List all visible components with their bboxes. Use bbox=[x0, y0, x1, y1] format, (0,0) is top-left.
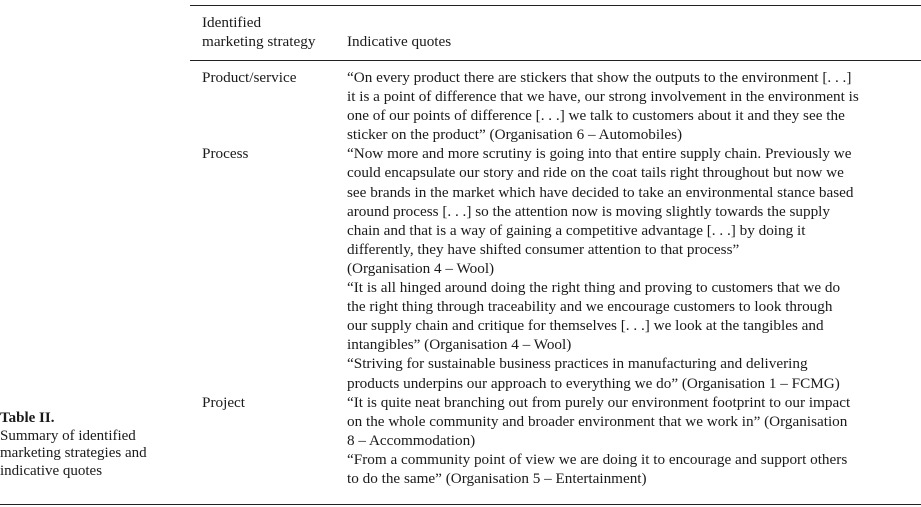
quotes-cell bbox=[347, 68, 921, 144]
quote-line: 8 – Accommodation) bbox=[347, 431, 476, 449]
quote-line: our supply chain and critique for themselves [. . .] we look at the tangibles and bbox=[347, 317, 824, 335]
header-col1-line: marketing strategy bbox=[202, 33, 316, 50]
header-identified-marketing-strategy bbox=[202, 13, 342, 51]
table-row bbox=[202, 393, 921, 488]
quote-line: “From a community point of view we are doing it to encourage and support others bbox=[347, 450, 848, 468]
quote-line: differently, they have shifted consumer attention to that process” bbox=[347, 240, 740, 258]
header-col1-line: Identified bbox=[202, 14, 262, 31]
table-row bbox=[202, 144, 921, 392]
quote bbox=[347, 278, 921, 354]
strategy-cell: Process bbox=[202, 145, 249, 163]
quote-line: “It is all hinged around doing the right thing and proving to customers that we do bbox=[347, 279, 841, 297]
table-caption-line: indicative quotes bbox=[0, 462, 103, 479]
quote-line: “Now more and more scrutiny is going into that entire supply chain. Previously we bbox=[347, 145, 852, 163]
table-caption-line: Summary of identified bbox=[0, 427, 136, 444]
table-bottom-rule bbox=[0, 504, 921, 505]
quote bbox=[347, 144, 921, 278]
quote-line: sticker on the product” (Organisation 6 – Automobiles) bbox=[347, 126, 683, 144]
quote bbox=[347, 393, 921, 450]
quote-line: “Striving for sustainable business practices in manufacturing and delivering bbox=[347, 355, 808, 373]
quote-line: to do the same” (Organisation 5 – Entertainment) bbox=[347, 469, 647, 487]
table-header-rule bbox=[190, 60, 921, 61]
quote-line: intangibles” (Organisation 4 – Wool) bbox=[347, 336, 572, 354]
strategy-cell: Project bbox=[202, 393, 246, 411]
table-row bbox=[202, 68, 921, 144]
quote-line: around process [. . .] so the attention now is moving slightly towards the supply bbox=[347, 202, 830, 220]
quote-line: it is a point of difference that we have, our strong involvement in the environment is bbox=[347, 88, 859, 106]
quote-line: on the whole community and broader environment that we work in” (Organisation bbox=[347, 412, 848, 430]
table-caption-title: Table II. bbox=[0, 410, 55, 426]
strategy-cell: Product/service bbox=[202, 69, 297, 86]
quote-line: could encapsulate our story and ride on the coat tails right throughout but now we bbox=[347, 164, 844, 182]
quote bbox=[347, 68, 921, 144]
quote-line: the right thing through traceability and we encourage customers to look through bbox=[347, 298, 833, 316]
quote-line: products underpins our approach to everything we do” (Organisation 1 – FCMG) bbox=[347, 374, 840, 392]
quote-line: one of our points of difference [. . .] we talk to customers about it and they see the bbox=[347, 107, 845, 125]
quote bbox=[347, 450, 921, 488]
quotes-cell bbox=[347, 393, 921, 488]
table-top-rule bbox=[190, 5, 921, 6]
quote-line: “It is quite neat branching out from purely our environment footprint to our impact bbox=[347, 393, 851, 411]
quote-line: chain and that is a way of gaining a competitive advantage [. . .] by doing it bbox=[347, 221, 806, 239]
quote bbox=[347, 354, 921, 392]
table-caption bbox=[0, 410, 190, 480]
table-body bbox=[202, 68, 921, 488]
quote-line: (Organisation 4 – Wool) bbox=[347, 259, 495, 277]
table-caption-line: marketing strategies and bbox=[0, 445, 147, 461]
quote-line: see brands in the market which have decided to take an environmental stance based bbox=[347, 183, 854, 201]
quotes-cell bbox=[347, 144, 921, 392]
header-indicative-quotes: Indicative quotes bbox=[347, 33, 452, 50]
quote-line: “On every product there are stickers that show the outputs to the environment [. . .] bbox=[347, 69, 852, 86]
